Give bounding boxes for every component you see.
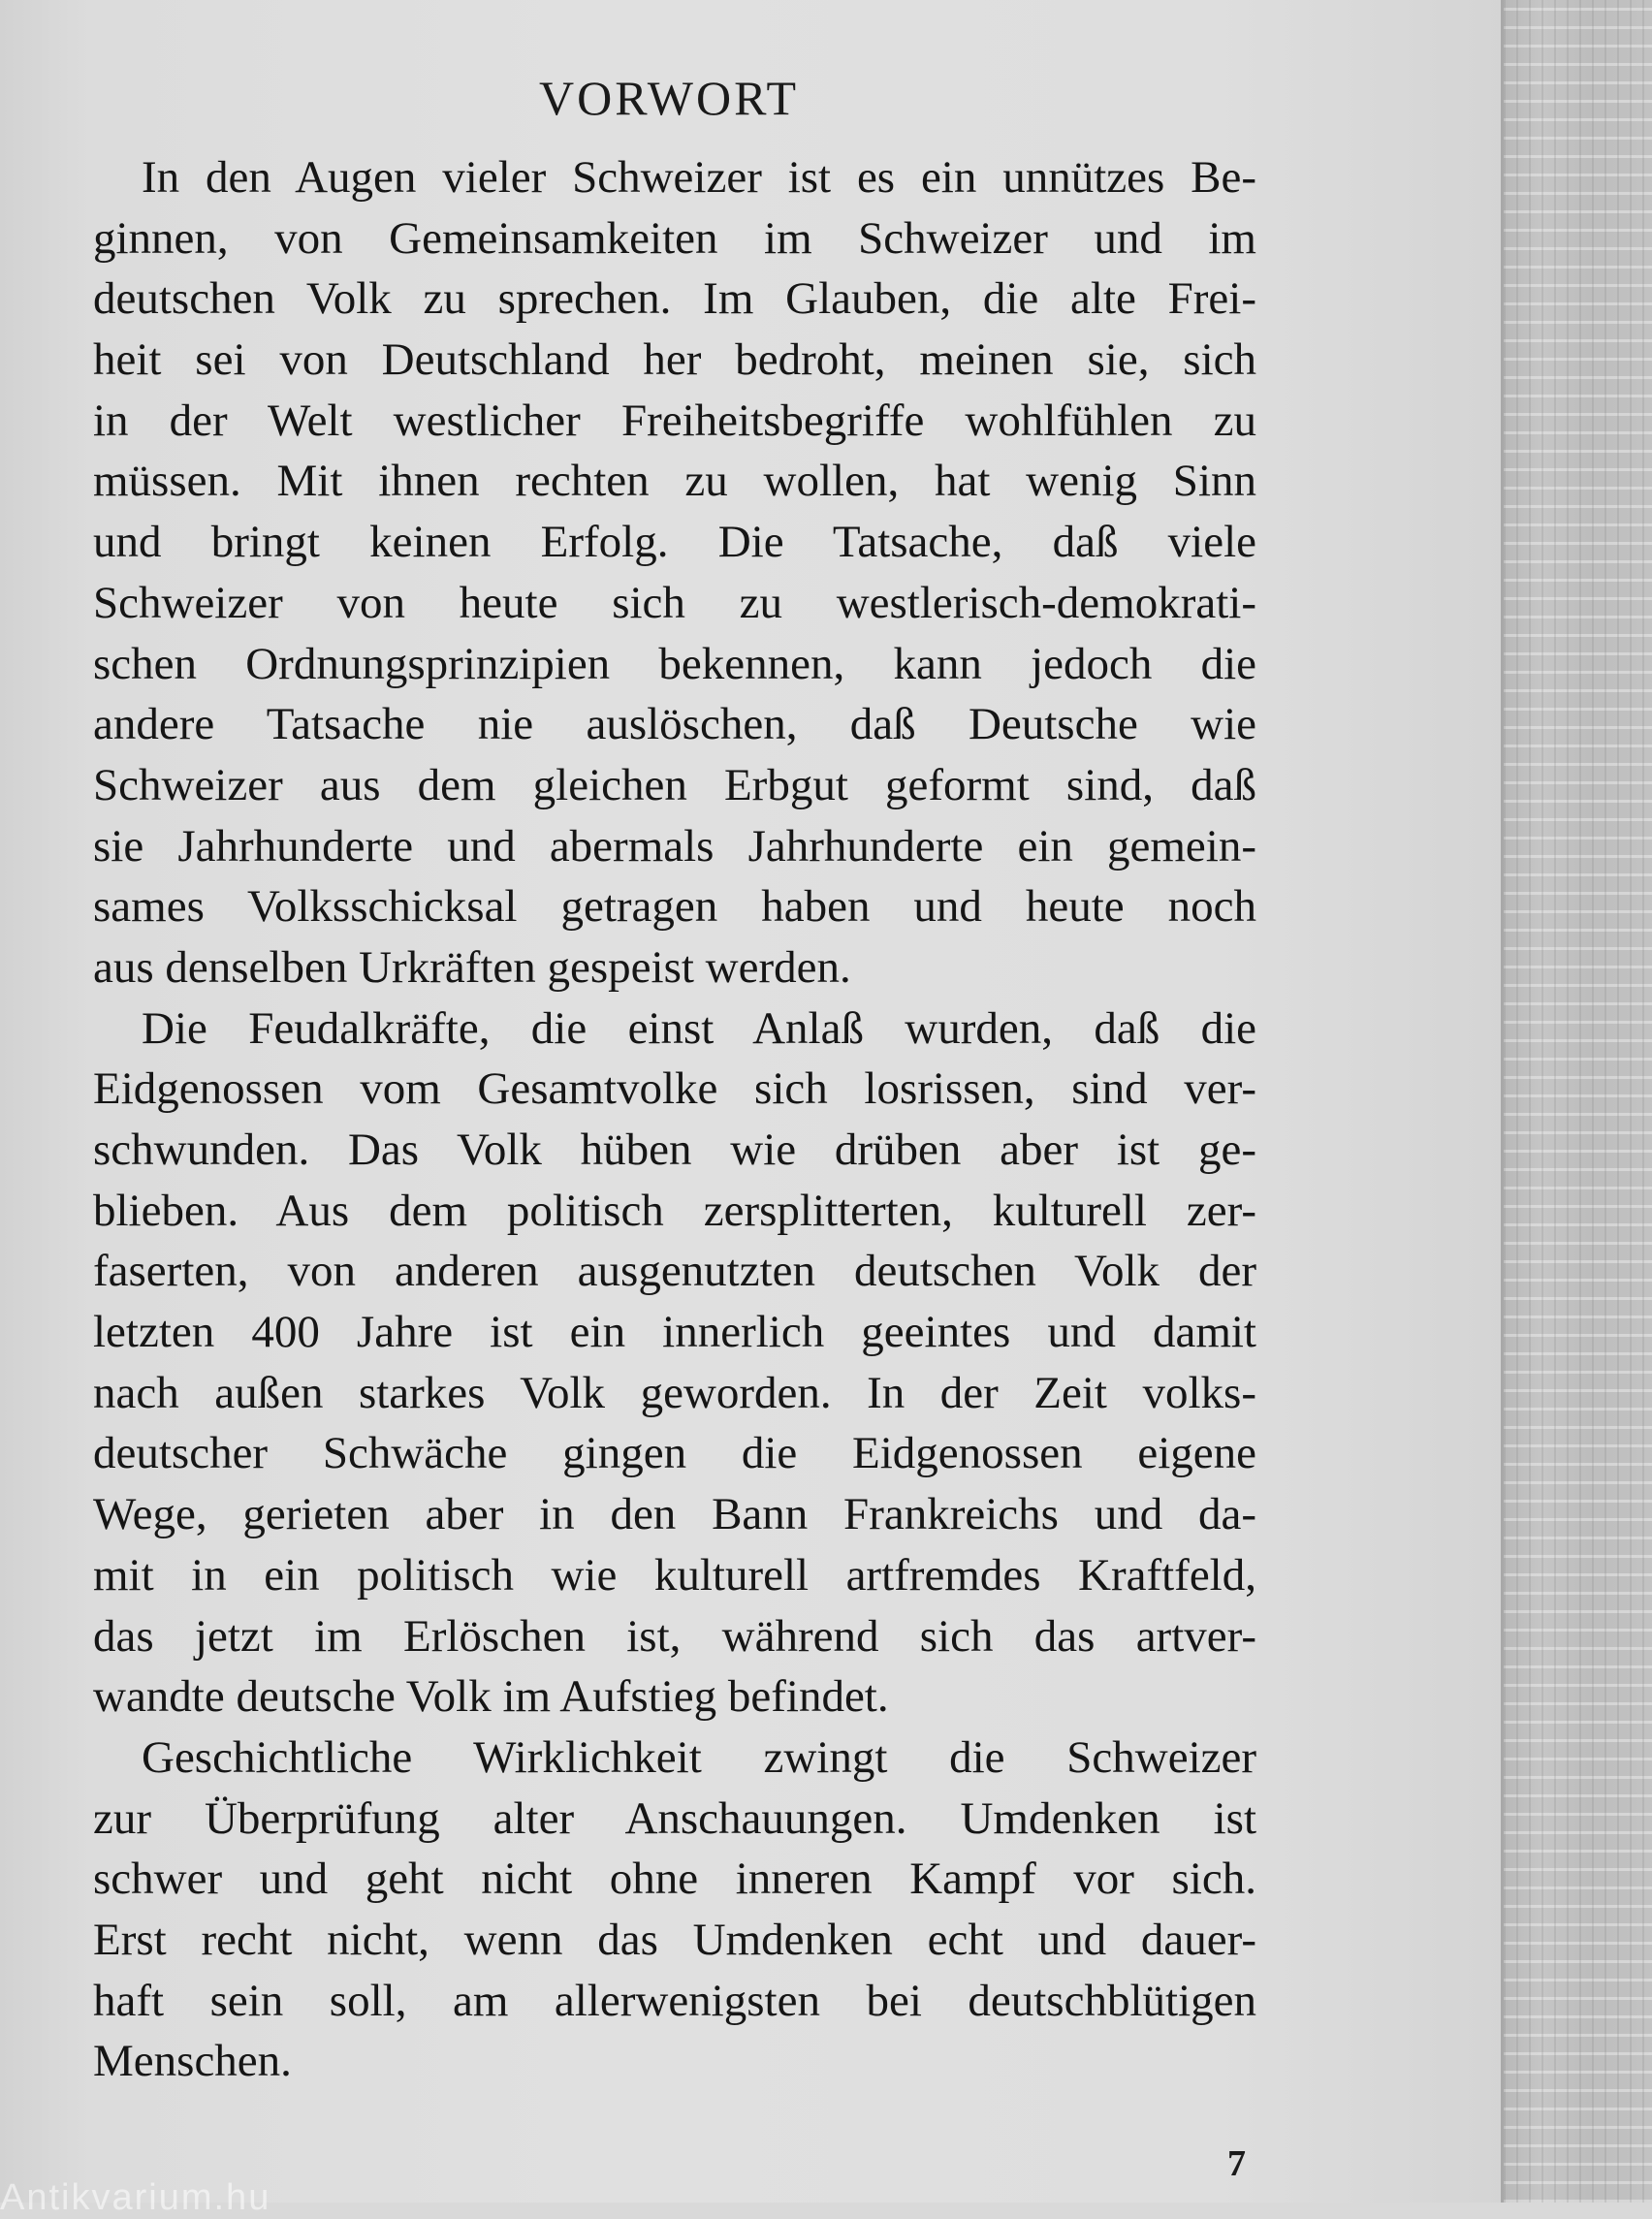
- text-line: heit sei von Deutschland her bedroht, meinen sie, sich: [93, 334, 1256, 386]
- text-line: in der Welt westlicher Freiheitsbegriffe wohlfühlen zu: [93, 395, 1256, 446]
- text-line: schen Ordnungsprinzipien bekennen, kann jedoch die: [93, 638, 1256, 689]
- text-line: blieben. Aus dem politisch zersplitterten, kulturell zer-: [93, 1185, 1256, 1236]
- page-title: VORWORT: [539, 71, 799, 125]
- text-line: Menschen.: [93, 2036, 292, 2087]
- page-number: 7: [1227, 2143, 1246, 2184]
- text-line: sames Volksschicksal getragen haben und heute noch: [93, 881, 1256, 933]
- adjacent-page-edge: [1501, 0, 1652, 2203]
- text-line: Eidgenossen vom Gesamtvolke sich losrissen, sind ver-: [93, 1063, 1256, 1115]
- paragraph: [93, 1728, 1256, 2092]
- paragraph: [93, 147, 1256, 999]
- text-line: Wege, gerieten aber in den Bann Frankreichs und da-: [93, 1489, 1256, 1540]
- text-line: Schweizer aus dem gleichen Erbgut geformt sind, daß: [93, 759, 1256, 810]
- text-line: haft sein soll, am allerwenigsten bei deutschblütigen: [93, 1975, 1256, 2026]
- text-line: deutscher Schwäche gingen die Eidgenossen eigene: [93, 1428, 1256, 1479]
- text-line: letzten 400 Jahre ist ein innerlich geeintes und damit: [93, 1307, 1256, 1358]
- text-line: müssen. Mit ihnen rechten zu wollen, hat wenig Sinn: [93, 456, 1256, 507]
- text-line: und bringt keinen Erfolg. Die Tatsache, daß viele: [93, 517, 1256, 568]
- text-line: Schweizer von heute sich zu westlerisch-demokrati-: [93, 577, 1256, 628]
- text-line: deutschen Volk zu sprechen. Im Glauben, die alte Frei-: [93, 273, 1256, 325]
- text-line: aus denselben Urkräften gespeist werden.: [93, 941, 851, 993]
- watermark: Antikvarium.hu: [0, 2177, 271, 2218]
- text-line: nach außen starkes Volk geworden. In der Zeit volks-: [93, 1367, 1256, 1418]
- paragraph: [93, 999, 1256, 1728]
- text-line: sie Jahrhunderte und abermals Jahrhunderte ein gemein-: [93, 820, 1256, 872]
- text-line: Die Feudalkräfte, die einst Anlaß wurden, daß die: [142, 1002, 1256, 1054]
- text-line: faserten, von anderen ausgenutzten deutschen Volk der: [93, 1246, 1256, 1297]
- text-line: andere Tatsache nie auslöschen, daß Deutsche wie: [93, 699, 1256, 750]
- text-line: zur Überprüfung alter Anschauungen. Umdenken ist: [93, 1792, 1256, 1844]
- text-line: Erst recht nicht, wenn das Umdenken echt und dauer-: [93, 1914, 1256, 1965]
- text-line: das jetzt im Erlöschen ist, während sich das artver-: [93, 1610, 1256, 1662]
- text-line: mit in ein politisch wie kulturell artfremdes Kraftfeld,: [93, 1549, 1256, 1601]
- text-line: In den Augen vieler Schweizer ist es ein unnützes Be-: [142, 152, 1256, 203]
- text-line: schwer und geht nicht ohne inneren Kampf vor sich.: [93, 1854, 1256, 1905]
- text-line: ginnen, von Gemeinsamkeiten im Schweizer und im: [93, 212, 1256, 264]
- text-line: Geschichtliche Wirklichkeit zwingt die Schweizer: [142, 1731, 1256, 1783]
- text-line: wandte deutsche Volk im Aufstieg befindet.: [93, 1671, 889, 1723]
- text-line: schwunden. Das Volk hüben wie drüben aber ist ge-: [93, 1125, 1256, 1175]
- body-text: [93, 147, 1256, 2092]
